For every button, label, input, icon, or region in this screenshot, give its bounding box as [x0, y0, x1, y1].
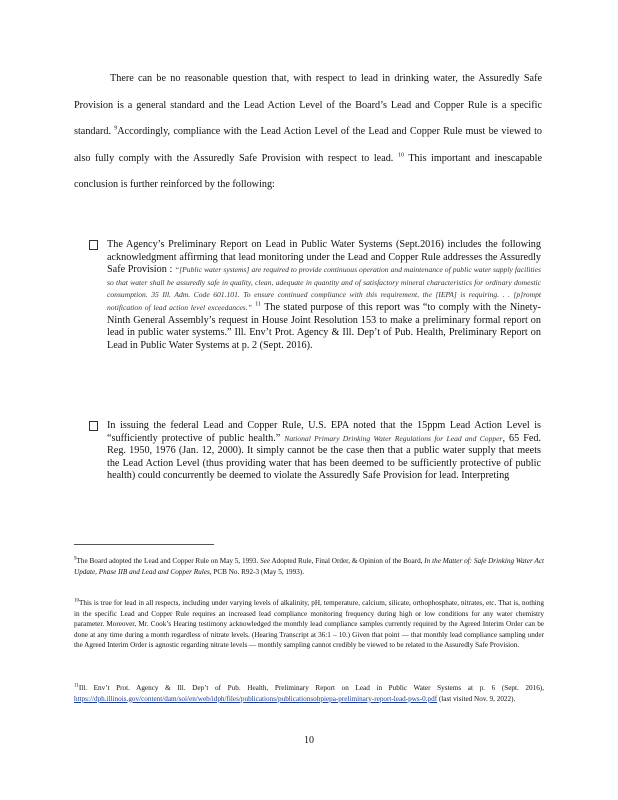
footnote-divider [74, 544, 214, 545]
bullet-citation: National Primary Drinking Water Regulations for Lead and Copper [284, 433, 503, 443]
footnote [74, 683, 544, 704]
bullet-item [107, 420, 541, 483]
footnote-number: 9 [74, 556, 77, 562]
footnote-number: 10 [74, 598, 79, 604]
footnote-ref-11[interactable]: 11 [255, 301, 262, 308]
footnote-see: See [260, 557, 271, 565]
footnote-text-after: (last visited Nov. 9, 2022). [438, 694, 516, 703]
bullet-glyph-icon [89, 240, 98, 250]
body-text-2: Accordingly, compliance with the Lead Action Level of the Lead and Copper Rule must be viewed to also fully comply with the Assuredly Safe Provision with respect to lead. [74, 126, 542, 164]
footnote-text-after: , PCB No. R92-3 (May 5, 1993). [209, 567, 304, 576]
footnote-text: The Board adopted the Lead and Copper Rule on May 5, 1993. [76, 557, 259, 565]
page-number: 10 [304, 735, 314, 746]
bullet-text: In issuing the federal Lead and Copper Rule, U.S. EPA noted that the 15ppm Lead Action Level is “sufficiently protective of public health.” [107, 420, 541, 444]
bullet-glyph-icon [89, 421, 98, 431]
footnote [74, 556, 544, 577]
footnote-text: Ill. Env’t Prot. Agency & Ill. Dep’t of Pub. Health, Preliminary Report on Lead in Public Water Systems at p. 6 (Sept. 2016), [78, 684, 544, 692]
footnote-ref-9[interactable]: 9 [114, 125, 118, 132]
body-text-3: This important and inescapable conclusion is further reinforced by the following: [74, 152, 542, 191]
bullet-text-after: The stated purpose of this report was “to comply with the Ninety-Ninth General Assembly’s request in House Joint Resolution 153 to make a preliminary formal report on lead in public water systems.” Ill. Env’t Prot. Agency & Ill. Dep’t of Pub. Health, Preliminary Report on Lead in Public Water Systems at p. 2 (Sept. 2016). [107, 301, 541, 351]
footnote-text-mid: Adopted Rule, Final Order, & Opinion of the Board, [271, 557, 423, 565]
body-paragraph [74, 66, 542, 199]
bullet-text: The Agency’s Preliminary Report on Lead in Public Water Systems (Sept.2016) includes the following acknowledgment affirming that lead monitoring under the Lead and Copper Rule addresses the Assuredly Safe Provision : [107, 239, 541, 276]
footnote-number: 11 [74, 683, 79, 689]
body-text-1: There can be no reasonable question that, with respect to lead in drinking water, the Assuredly Safe Provision is a general standard and the Lead Action Level of the Board’s Lead and Copper Rule is a specific standard. [74, 73, 542, 138]
report-link[interactable]: https://dph.illinois.gov/content/dam/soi/en/web/idph/files/publications/publicationsohpiepa-preliminary-report-lead-pws-0.pdf [74, 694, 438, 703]
footnote-italic-title: In the Matter of: Safe Drinking Water Act Update, Phase IIB and Lead and Copper Rules [74, 557, 545, 576]
bullet-item [107, 239, 541, 352]
footnote-text: This is true for lead in all respects, including under varying levels of alkalinity, pH, temperature, calcium, silicate, orthophosphate, nitrates, etc. That is, nothing in the specific Lead and Copper Rule requires an increased lead compliance monitoring frequency during high or low conditions for any water chemistry parameter. Moreover, Mr. Cook’s Hearing testimony acknowledged the monthly lead compliance samples currently required by the Agreed Interim Order can be done at any time during a month regardless of nitrate levels. (Hearing Transcript at 36:1 – 10.) Given that point — that monthly lead compliance sampling under the Agreed Interim Order is agnostic regarding nitrate levels — monthly sampling cannot credibly be viewed to be related to the Assuredly Safe Provision. [74, 599, 544, 650]
bullet-text-after: , 65 Fed. Reg. 1950, 1976 (Jan. 12, 2000). It simply cannot be the case then that a public water supply that meets the Lead Action Level (thus providing water that has been deemed to be sufficiently protective of public health) could concurrently be deemed to violate the Assuredly Safe Provision for lead. Interpreting [107, 432, 542, 482]
footnote [74, 598, 544, 651]
footnote-ref-10[interactable]: 10 [397, 152, 404, 159]
bullet-quote: “[Public water systems] are required to provide continuous operation and maintenance of public water supply facilities so that water shall be assuredly safe in quality, clean, adequate in quantity and of satisfactory mineral characteristics for ordinary domestic consumption. 35 Ill. Adm. Code 601.101. To ensure continued compliance with this requirement, the [IEPA] is requiring. . . [p]rompt notification of lead action level exceedances.” [107, 265, 541, 312]
